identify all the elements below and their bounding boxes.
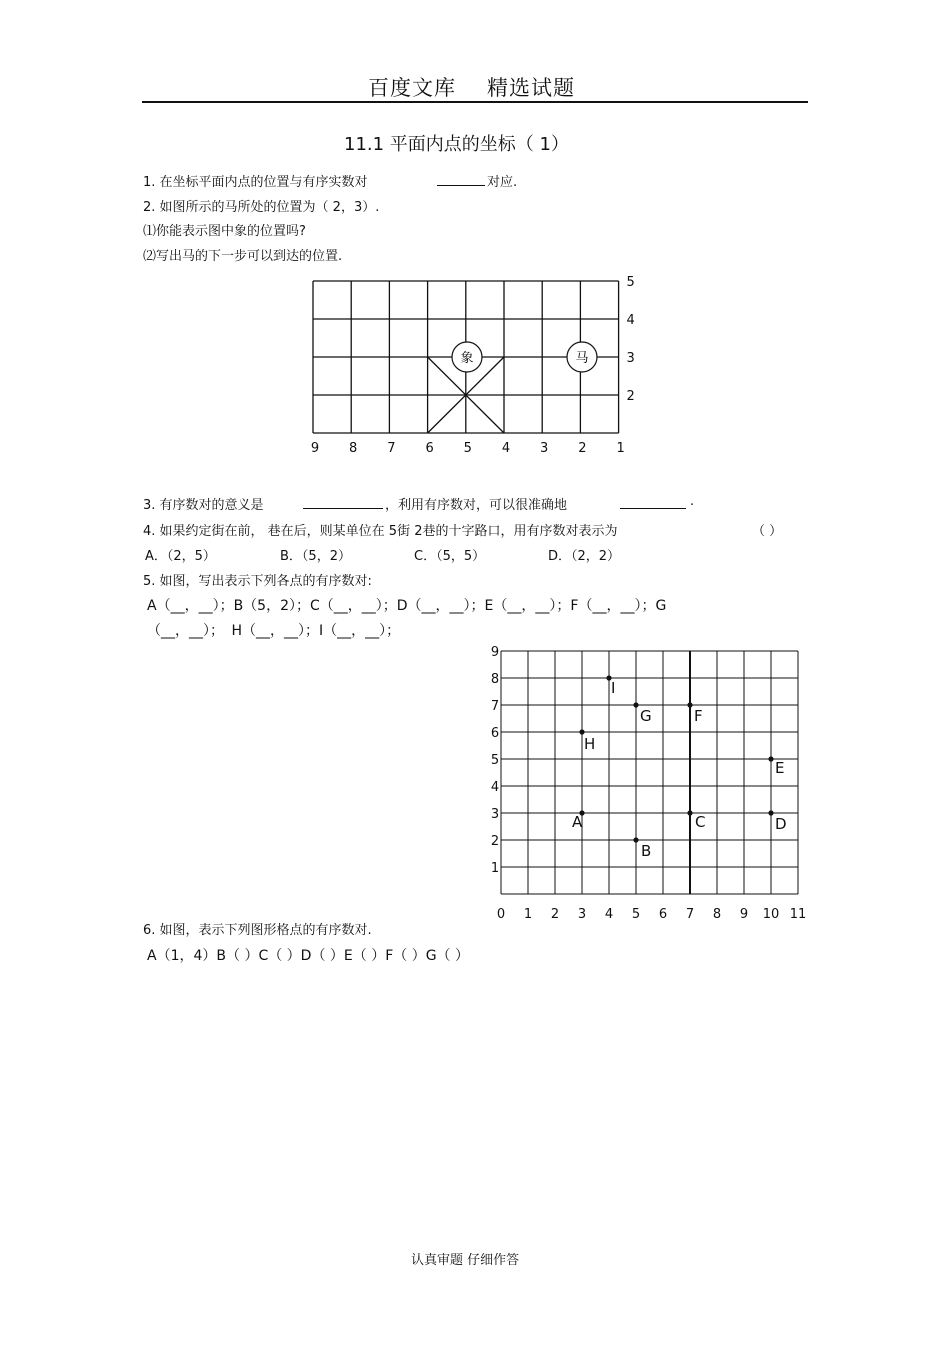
chess-col-label: 8 — [349, 441, 358, 456]
point-label-f: F — [694, 707, 703, 725]
q1-blank — [437, 171, 485, 186]
q6-text: 6. 如图，表示下列图形格点的有序数对. — [143, 923, 372, 938]
q3-b: ，利用有序数对，可以很准确地 — [385, 498, 568, 513]
header-rule — [142, 101, 808, 103]
q5-line1: A（__，__）；B（5，2）；C（__，__）；D（__，__）；E（__，__）；F（__，__）；G — [147, 598, 667, 614]
point-c — [687, 810, 692, 815]
x-tick-label: 6 — [658, 907, 668, 919]
q6-line: A（1，4）B（ ）C（ ）D（ ）E（ ）F（ ）G（ ） — [147, 948, 469, 964]
q1-text: 1. 在坐标平面内点的位置与有序实数对 — [143, 175, 368, 190]
piece-xiang-label: 象 — [460, 351, 474, 366]
x-tick-label: 7 — [685, 907, 695, 919]
footer: 认真审题 仔细作答 — [411, 1253, 520, 1268]
q4-option-c: C．（5，5） — [414, 549, 486, 564]
chess-row-label: 2 — [626, 389, 635, 404]
x-tick-label: 4 — [604, 907, 614, 919]
y-tick-label: 7 — [490, 699, 500, 714]
point-b — [633, 837, 638, 842]
q3-a: 3. 有序数对的意义是 — [143, 498, 264, 513]
point-f — [687, 702, 692, 707]
x-tick-label: 2 — [550, 907, 560, 919]
x-tick-label: 8 — [712, 907, 722, 919]
point-h — [579, 729, 584, 734]
q4-option-d: D．（2，2） — [548, 549, 621, 564]
coordinate-grid — [486, 643, 816, 919]
x-tick-label: 10 — [762, 907, 780, 919]
q4-option-b: B．（5，2） — [280, 549, 351, 564]
y-tick-label: 8 — [490, 672, 500, 687]
piece-ma — [567, 342, 597, 372]
point-label-a: A — [572, 813, 583, 831]
q5-text: 5. 如图，写出表示下列各点的有序数对: — [143, 574, 372, 589]
x-tick-label: 1 — [523, 907, 533, 919]
q5-line2: （__，__）； H（__，__）；I（__，__）； — [147, 623, 401, 639]
piece-ma-label: 马 — [575, 351, 589, 366]
x-tick-label: 11 — [789, 907, 807, 919]
point-e — [768, 756, 773, 761]
q3-blank-1 — [303, 494, 383, 509]
x-tick-label: 5 — [631, 907, 641, 919]
y-tick-label: 5 — [490, 753, 500, 768]
chess-row-label: 5 — [626, 275, 635, 290]
y-tick-label: 1 — [490, 861, 500, 876]
point-label-b: B — [641, 842, 652, 860]
y-tick-label: 3 — [490, 807, 500, 822]
header-right: 精选试题 — [487, 76, 575, 100]
chess-col-label: 4 — [501, 441, 511, 456]
chess-col-label: 3 — [540, 441, 549, 456]
q4-paren: （ ） — [752, 524, 783, 539]
header-left: 百度文库 — [368, 76, 456, 100]
chess-row-label: 4 — [626, 313, 635, 328]
q2-sub1: ⑴你能表示图中象的位置吗? — [143, 224, 306, 239]
chess-col-label: 7 — [387, 441, 396, 456]
piece-xiang — [452, 342, 482, 372]
q2-sub2: ⑵写出马的下一步可以到达的位置. — [143, 249, 343, 264]
q4-text: 4. 如果约定街在前， 巷在后，则某单位在 5街 2巷的十字路口，用有序数对表示为 — [143, 524, 618, 539]
q3-c: . — [690, 494, 695, 509]
x-tick-label: 9 — [739, 907, 749, 919]
page-title: 11.1 平面内点的坐标（ 1） — [344, 134, 569, 155]
y-tick-label: 9 — [490, 645, 500, 660]
point-label-i: I — [611, 679, 616, 697]
chess-col-label: 2 — [578, 441, 587, 456]
chess-col-label: 9 — [310, 441, 320, 456]
x-tick-label: 3 — [577, 907, 587, 919]
q4-option-a: A．（2，5） — [145, 549, 216, 564]
point-label-e: E — [775, 759, 785, 777]
chess-board — [300, 268, 650, 460]
point-d — [768, 810, 773, 815]
y-tick-label: 4 — [490, 780, 500, 795]
point-label-d: D — [775, 815, 787, 833]
point-g — [633, 702, 638, 707]
y-tick-label: 2 — [490, 834, 500, 849]
point-label-g: G — [640, 707, 652, 725]
point-label-c: C — [695, 813, 706, 831]
q3-blank-2 — [620, 494, 686, 509]
y-tick-label: 6 — [490, 726, 500, 741]
chess-row-label: 3 — [626, 351, 635, 366]
q1-after: 对应. — [487, 175, 518, 190]
chess-col-label: 6 — [425, 441, 434, 456]
chess-col-label: 1 — [616, 441, 625, 456]
q2-line1: 2. 如图所示的马所处的位置为（ 2，3）. — [143, 200, 380, 215]
chess-col-label: 5 — [463, 441, 472, 456]
point-label-h: H — [584, 735, 596, 753]
x-tick-label: 0 — [496, 907, 506, 919]
